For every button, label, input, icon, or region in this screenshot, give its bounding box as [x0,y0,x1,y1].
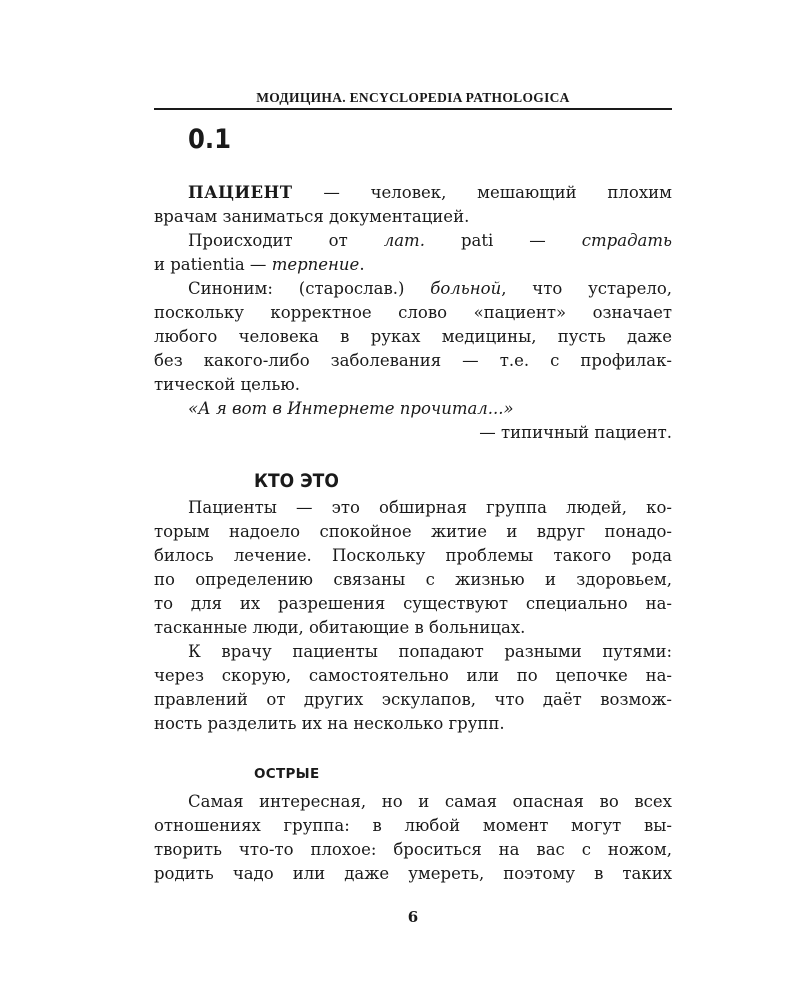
who-p2-text-1: К врачу пациенты попадают разными путями: [188,642,672,661]
intro-block [154,181,672,445]
etymology-line-1 [154,229,672,253]
synonym-line-1 [154,277,672,301]
running-header: МОДИЦИНА. ENCYCLOPEDIA PATHOLOGICA [256,90,570,105]
acute-line-2: отношениях группа: в любой момент могут вы- [154,816,672,835]
etymology-line-2 [154,253,672,277]
definition-line-1 [154,181,672,205]
synonym-line-3: любого человека в руках медицины, пусть даже [154,327,672,346]
who-p1-line-5: то для их разрешения существуют специально на- [154,594,672,613]
quote-attribution: — типичный пациент. [479,423,672,442]
section-title-acute: ОСТРЫЕ [254,766,320,782]
acute-block [154,790,672,886]
section-number: 0.1 [188,124,232,155]
synonym-text-2: , что устарело, [501,279,672,298]
etymology-text-2: pati — [424,231,582,250]
who-p1-line-2: торым надоело спокойное житие и вдруг понадо- [154,522,672,541]
etymology-text-4: . [359,255,365,274]
header-rule [154,108,672,110]
definition-rest: — человек, мешающий плохим [292,183,672,202]
who-p1-line-6: тасканные люди, обитающие в больницах. [154,618,526,637]
definition-term: ПАЦИЕНТ [188,183,293,202]
etymology-text-3: и patientia — [154,255,272,274]
synonym-line-2: поскольку корректное слово «пациент» означает [154,303,672,322]
acute-line-3: творить что-то плохое: броситься на вас с ножом, [154,840,672,859]
acute-text-1: Самая интересная, но и самая опасная во всех [188,792,672,811]
who-block [154,496,672,736]
quote-text [154,397,672,421]
etymology-word-2: терпение [271,255,360,274]
who-p2-line-3: правлений от других эскулапов, что даёт возмож- [154,690,672,709]
who-p1-line-4: по определению связаны с жизнью и здоровьем, [154,570,672,589]
page-number: 6 [407,908,419,926]
acute-line-1 [154,790,672,814]
acute-line-4: родить чадо или даже умереть, поэтому в таких [154,864,672,883]
etymology-word-1: страдать [581,231,672,250]
quote-body: «А я вот в Интернете прочитал...» [188,399,514,418]
who-p2-line-2: через скорую, самостоятельно или по цепочке на- [154,666,672,685]
who-p1-text-1: Пациенты — это обширная группа людей, ко- [188,498,672,517]
synonym-line-4: без какого-либо заболевания — т.е. с профилак- [154,351,672,370]
synonym-word: больной [430,279,502,298]
who-p1-line-3: билось лечение. Поскольку проблемы такого рода [154,546,672,565]
who-p1-line-1 [154,496,672,520]
etymology-lat: лат. [383,231,425,250]
who-p2-line-1 [154,640,672,664]
definition-line-2: врачам заниматься документацией. [154,207,470,226]
section-title-who: КТО ЭТО [254,470,339,492]
who-p2-line-4: ность разделить их на несколько групп. [154,714,505,733]
synonym-text-1: Синоним: (старослав.) [188,279,431,298]
synonym-line-5: тической целью. [154,375,300,394]
etymology-text-1: Происходит от [188,231,384,250]
